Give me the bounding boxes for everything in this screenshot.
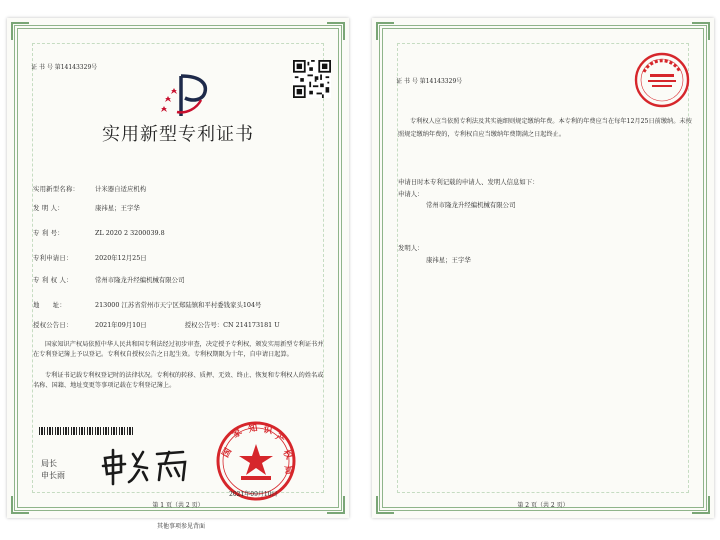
seal-date: 2021年09月10日 [229, 491, 278, 498]
legal-status-note: 专利证书记载专利权登记时的法律状况。专利权的转移、质押、无效、终止、恢复和专利权人的姓名或名称、国籍、地址变更等事项记载在专利登记簿上。 [33, 372, 324, 389]
page-number: 第 1 页（共 2 页） [152, 502, 204, 509]
field-patentee: 专 利 权 人： 常州市隆龙升经编机械有限公司 [33, 276, 185, 284]
footer-note: 其他事项参见背面 [156, 523, 205, 530]
svg-text:国: 国 [220, 446, 235, 460]
qr-code-icon [293, 60, 331, 98]
svg-text:知: 知 [247, 423, 259, 435]
applicant-label: 申请人： [398, 190, 424, 198]
svg-text:局: 局 [282, 464, 294, 476]
official-seal-icon [215, 420, 297, 502]
director-name: 申长雨 [41, 471, 65, 480]
svg-text:家: 家 [230, 427, 245, 441]
field-grant-date: 授权公告日： 2021年09月10日 授权公告号：CN 214173181 U [33, 321, 280, 329]
field-utility-model-name: 实用新型名称： 计米器自适应机构 [33, 185, 147, 193]
certificate-page-1 [7, 18, 349, 518]
applicant-name: 常州市隆龙升经编机械有限公司 [426, 201, 516, 209]
director-signature-icon [99, 446, 191, 486]
field-patent-number: 专 利 号： ZL 2020 2 3200039.8 [33, 229, 165, 237]
inventor-label: 发明人： [398, 244, 424, 252]
applicant-info-heading: 申请日时本专利记载的申请人、发明人信息如下： [398, 178, 539, 186]
barcode [39, 427, 135, 435]
grant-statement: 国家知识产权局依照中华人民共和国专利法经过初步审查，决定授予专利权，颁发实用新型专利证书并在专利登记簿上予以登记。专利权自授权公告之日起生效。专利权期限为十年，自申请日起算。 [33, 341, 324, 358]
field-inventor: 发 明 人： 康祎星；王宇华 [33, 204, 140, 212]
certificate-number: 证 书 号 第14143329号 [31, 64, 98, 71]
page-number: 第 2 页（共 2 页） [517, 502, 569, 509]
svg-text:识: 识 [262, 425, 274, 437]
inventor-names: 康祎星；王宇华 [426, 256, 471, 264]
director-title: 局长 [41, 459, 57, 468]
certificate-page-2 [372, 18, 714, 518]
certificate-number: 证 书 号 第14143329号 [396, 78, 463, 85]
annual-fee-notice: 专利权人应当依照专利法及其实施细则规定缴纳年费。本专利的年费应当在每年12月25日前缴纳。未按照规定缴纳年费的，专利权自应当缴纳年费期满之日起终止。 [398, 118, 692, 138]
registration-seal-icon [634, 52, 690, 108]
field-application-date: 专利申请日： 2020年12月25日 [33, 254, 147, 262]
field-address: 地 址： 213000 江苏省常州市天宁区郑陆镇和平村委钱家头104号 [33, 301, 262, 309]
page-title: 实用新型专利证书 [102, 124, 254, 145]
svg-text:产: 产 [273, 432, 287, 446]
cnipa-logo-icon [157, 68, 211, 120]
svg-text:权: 权 [280, 448, 294, 462]
